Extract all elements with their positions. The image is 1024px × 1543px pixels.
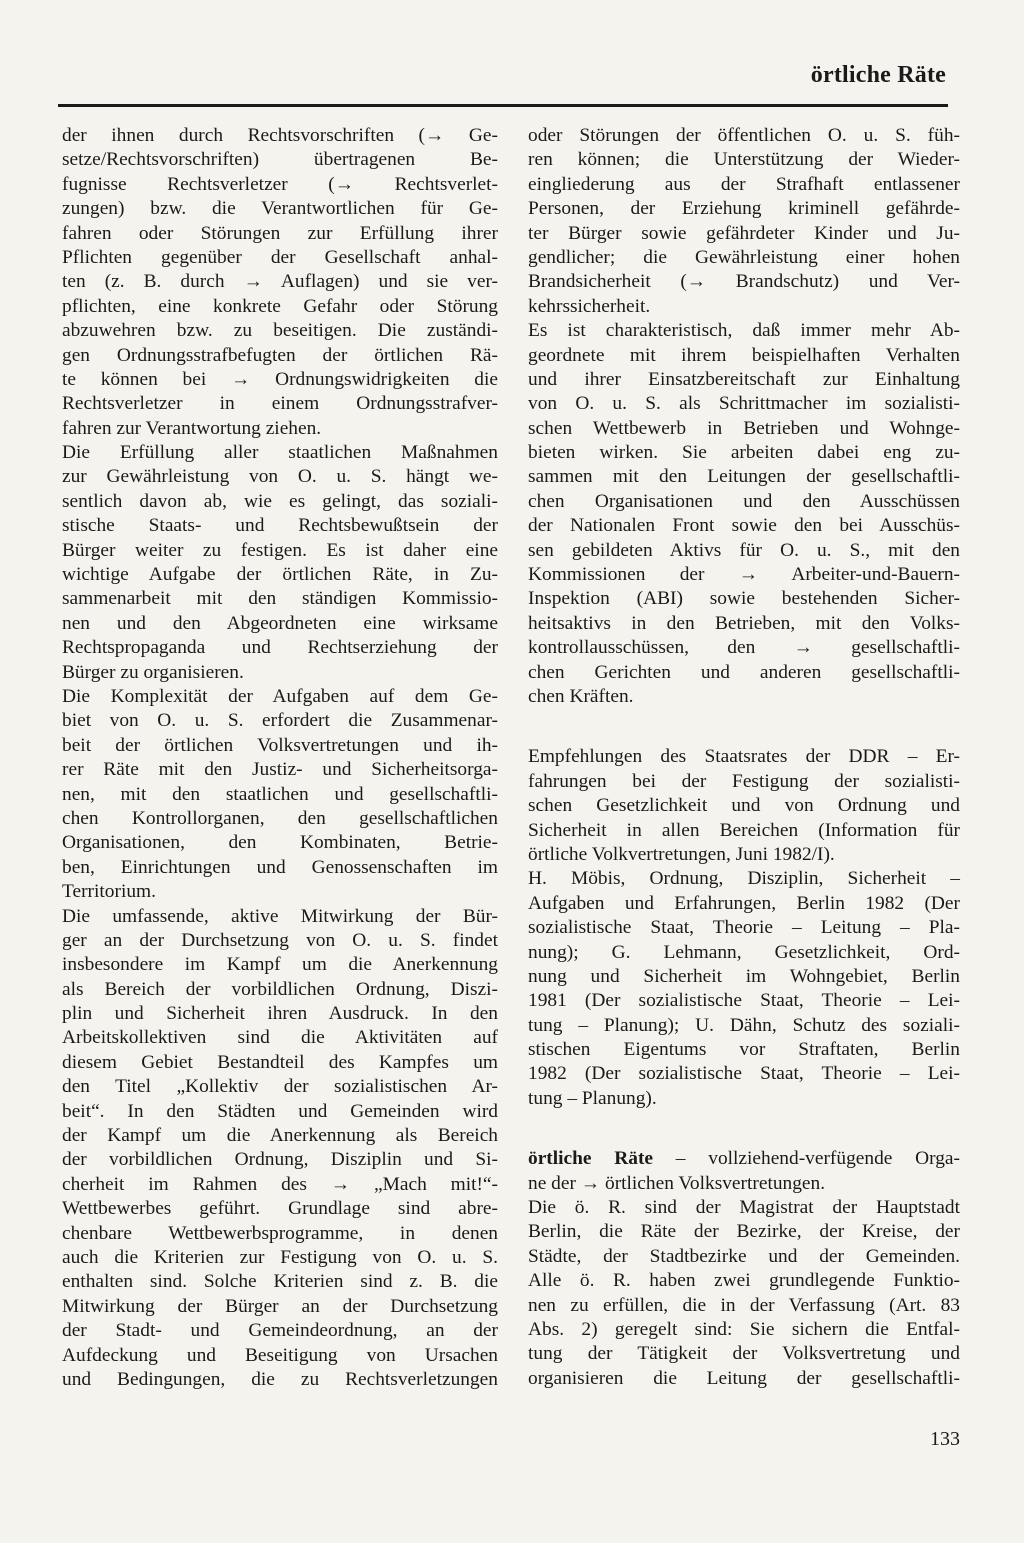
reference-line: Sicherheit in allen Bereichen (Information für [528,819,960,841]
text-line: nen und den Abgeordneten eine wirksame [62,612,498,634]
entry-oertliche-raete [528,1147,960,1391]
text-line: bieten wirken. Sie arbeiten dabei eng zu- [528,442,960,464]
text-line: Arbeitskollektiven sind die Aktivitäten auf [62,1027,498,1049]
text-line: Städte, der Stadtbezirke und der Gemeinden. [528,1245,960,1267]
reference-line: H. Möbis, Ordnung, Disziplin, Sicherheit – [528,868,960,890]
text-line: diesem Gebiet Bestandteil des Kampfes um [62,1051,498,1073]
text-line: nen zu erfüllen, die in der Verfassung (Art. 83 [528,1294,960,1316]
entry-first-line [528,1147,960,1171]
text-line: stische Staats- und Rechtsbewußtsein der [62,515,498,537]
text-line: kehrssicherheit. [528,295,651,317]
text-line: als Bereich der vorbildlichen Ordnung, Diszi- [62,978,498,1000]
reference-line: schen Gesetzlichkeit und von Ordnung und [528,795,960,817]
text-line: gen Ordnungsstrafbefugten der örtlichen Rä- [62,344,498,366]
text-line: heitsaktivs in den Betrieben, mit den Volks- [528,612,960,634]
reference-line: fahrungen bei der Festigung der sozialisti- [528,770,960,792]
text-line: sentlich davon ab, wie es gelingt, das soziali- [62,490,498,512]
text-line: Brandsicherheit (→ Brandschutz) und Ver- [528,271,960,293]
text-line: Abs. 2) geregelt sind: Sie sichern die Entfal- [528,1318,960,1340]
reference-line: 1982 (Der sozialistische Staat, Theorie – Lei- [528,1063,960,1085]
text-line: geordnete mit ihrem beispielhaften Verhalten [528,344,960,366]
reference-line: tung – Planung). [528,1087,657,1109]
text-line: der vorbildlichen Ordnung, Disziplin und Si- [62,1149,498,1171]
right-column [528,124,960,1391]
text-line: setze/Rechtsvorschriften) übertragenen Be- [62,149,498,171]
text-line: Die ö. R. sind der Magistrat der Hauptstadt [528,1197,960,1219]
text-line: kontrollausschüssen, den → gesellschaftli- [528,637,960,659]
text-line: plin und Sicherheit ihren Ausdruck. In den [62,1003,498,1025]
text-line: und Bedingungen, die zu Rechtsverletzungen [62,1368,498,1390]
text-line: zungen) bzw. die Verantwortlichen für Ge- [62,198,498,220]
text-line: der Kampf um die Anerkennung als Bereich [62,1125,498,1147]
reference-line: 1981 (Der sozialistische Staat, Theorie – Lei- [528,990,960,1012]
text-line: ren können; die Unterstützung der Wieder- [528,149,960,171]
text-line: Territorium. [62,881,156,903]
text-line: Kommissionen der → Arbeiter-und-Bauern- [528,564,960,586]
text-line: ne der → örtlichen Volksvertretungen. [528,1172,826,1194]
text-line: fahren zur Verantwortung ziehen. [62,417,322,439]
text-line: von O. u. S. als Schrittmacher im sozialisti- [528,393,960,415]
text-line: eingliederung aus der Strafhaft entlassener [528,173,960,195]
text-line: sammen mit den Leitungen der gesellschaftli- [528,466,960,488]
text-line: Personen, der Erziehung kriminell gefährde- [528,198,960,220]
text-line: ten (z. B. durch → Auflagen) und sie ver- [62,271,498,293]
text-line: Rechtsverletzer in einem Ordnungsstrafver- [62,393,498,415]
text-line: organisieren die Leitung der gesellschaftli- [528,1367,960,1389]
reference-line: stischen Eigentums vor Straftaten, Berlin [528,1039,960,1061]
paragraph-continuation [528,124,960,319]
text-line: Organisationen, den Kombinaten, Betrie- [62,832,498,854]
text-line: Die umfassende, aktive Mitwirkung der Bür- [62,905,498,927]
text-line: ben, Einrichtungen und Genossenschaften im [62,856,498,878]
reference-line: tung – Planung); U. Dähn, Schutz des soziali- [528,1014,960,1036]
text-line: Pflichten gegenüber der Gesellschaft anhal- [62,246,498,268]
spacer [528,1111,960,1147]
text-line: tung der Tätigkeit der Volksvertretung und [528,1343,960,1365]
text-line: Mitwirkung der Bürger an der Durchsetzung [62,1295,498,1317]
text-line: enthalten sind. Solche Kriterien sind z. B. die [62,1271,498,1293]
text-line: chen Kontrollorganen, den gesellschaftlichen [62,807,498,829]
text-line: beit“. In den Städten und Gemeinden wird [62,1100,498,1122]
entry-headword: örtliche Räte [528,1148,654,1170]
references [528,745,960,1111]
text-line: nen, mit den staatlichen und gesellschaftli- [62,783,498,805]
text-line: der Stadt- und Gemeindeordnung, an der [62,1320,498,1342]
text-line: Es ist charakteristisch, daß immer mehr Ab- [528,320,960,342]
text-line: chen Gerichten und anderen gesellschaftli- [528,661,960,683]
text-line: chen Organisationen und den Ausschüssen [528,490,960,512]
text-line: pflichten, eine konkrete Gefahr oder Störung [62,295,498,317]
text-line: cherheit im Rahmen des → „Mach mit!“- [62,1173,498,1195]
paragraph-deputies [528,319,960,709]
text-line: oder Störungen der öffentlichen O. u. S. füh- [528,125,960,146]
text-line: zur Gewährleistung von O. u. S. hängt we- [62,466,498,488]
text-line: Bürger weiter zu festigen. Es ist daher eine [62,539,498,561]
text-line: Die Komplexität der Aufgaben auf dem Ge- [62,685,498,707]
reference-line: nung und Sicherheit im Wohngebiet, Berlin [528,965,960,987]
running-head: örtliche Räte [810,62,946,88]
reference-line: nung); G. Lehmann, Gesetzlichkeit, Ord- [528,941,960,963]
text-line: ter Bürger sowie gefährdeter Kinder und Ju- [528,222,960,244]
spacer [528,709,960,745]
entry-definition-start: – vollziehend-verfügende Orga- [653,1148,960,1170]
text-line: sammenarbeit mit den ständigen Kommissio- [62,588,498,610]
text-line: fahren oder Störungen zur Erfüllung ihrer [62,222,498,244]
text-line: den Titel „Kollektiv der sozialistischen Ar- [62,1076,498,1098]
text-line: Wettbewerbes geführt. Grundlage sind abre- [62,1198,498,1220]
text-line: schen Wettbewerb in Betrieben und Wohnge- [528,417,960,439]
text-line: fugnisse Rechtsverletzer (→ Rechtsverlet- [62,173,498,195]
text-line: und ihrer Einsatzbereitschaft zur Einhaltung [528,368,960,390]
text-line: Inspektion (ABI) sowie bestehenden Sicher- [528,588,960,610]
page-number: 133 [930,1428,960,1450]
text-line: ger an der Durchsetzung von O. u. S. findet [62,929,498,951]
text-line: Berlin, die Räte der Bezirke, der Kreise, der [528,1221,960,1243]
text-line: beit der örtlichen Volksvertretungen und ih- [62,734,498,756]
text-line: Rechtspropaganda und Rechtserziehung der [62,637,498,659]
text-line: Bürger zu organisieren. [62,661,244,683]
text-line: gendlicher; die Gewährleistung einer hohen [528,246,960,268]
text-line: Alle ö. R. haben zwei grundlegende Funktio- [528,1270,960,1292]
reference-line: Aufgaben und Erfahrungen, Berlin 1982 (Der [528,892,960,914]
text-line: abzuwehren bzw. zu beseitigen. Die zuständi- [62,320,498,342]
text-line: insbesondere im Kampf um die Anerkennung [62,954,498,976]
text-line: auch die Kriterien zur Festigung von O. u. S. [62,1246,498,1268]
text-line: chen Kräften. [528,685,634,707]
reference-line: örtliche Volkvertretungen, Juni 1982/I). [528,843,835,865]
left-column [62,124,498,1392]
text-line: wichtige Aufgabe der örtlichen Räte, in Zu- [62,564,498,586]
reference-line: Empfehlungen des Staatsrates der DDR – Er- [528,746,960,768]
text-line: der Nationalen Front sowie den bei Ausschüs- [528,515,960,537]
text-line: biet von O. u. S. erfordert die Zusammenar- [62,710,498,732]
text-line: rer Räte mit den Justiz- und Sicherheitsorga- [62,759,498,781]
header-rule [58,104,948,107]
text-line: chenbare Wettbewerbsprogramme, in denen [62,1222,498,1244]
text-line: der ihnen durch Rechtsvorschriften (→ Ge- [62,125,498,146]
text-line: te können bei → Ordnungswidrigkeiten die [62,368,498,390]
text-line: sen gebildeten Aktivs für O. u. S., mit den [528,539,960,561]
reference-line: sozialistische Staat, Theorie – Leitung – Pla- [528,917,960,939]
text-line: Aufdeckung und Beseitigung von Ursachen [62,1344,498,1366]
text-line: Die Erfüllung aller staatlichen Maßnahmen [62,442,498,464]
